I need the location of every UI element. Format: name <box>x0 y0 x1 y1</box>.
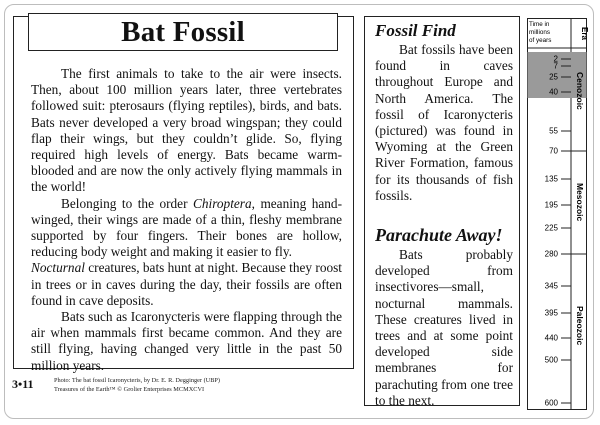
credit-line-2: Treasures of the Earth™ © Grolier Enterprises MCMXCVI <box>54 385 205 393</box>
timeline-tick-label: 600 <box>544 398 558 408</box>
timeline-tick-label: 195 <box>544 200 558 210</box>
card-number: 3•11 <box>12 377 34 391</box>
timeline-tick-label: 280 <box>544 249 558 259</box>
timeline-tick-label: 40 <box>549 87 558 97</box>
era-label: Mesozoic <box>575 183 585 222</box>
timeline-tick-label: 500 <box>544 355 558 365</box>
credit-line-1: Photo: The bat fossil Icaronycteris, by Dr. E. R. Degginger (UBP) <box>54 377 221 384</box>
timeline-tick-label: 345 <box>544 281 558 291</box>
time-header-line-3: of years <box>529 37 552 44</box>
body-paragraph-1: The first animals to take to the air were insects. Then, about 100 million years later, three vertebrates followed suit: pterosaurs (flying reptiles), birds, and bats. Bats never developed a very broad wingspan; they could flap their wings, but they couldn’t glide. So, flying required high levels of energy. Bats became warm-blooded and are now the only actively flying mammals in the world! <box>31 66 342 195</box>
fossil-find-text: Bat fossils have been found in caves throughout Europe and North America. The fossil of Icaronycteris (pictured) was found in Wyoming at the Green River Formation, famous for its thousands of fish fossils. <box>375 42 513 203</box>
title-banner <box>28 13 338 51</box>
body-paragraph-2: Belonging to the order Chiroptera, meaning hand-winged, their wings are made of a thin, fleshy membrane supported by four fingers. Their bones are hollow, reducing body weight and making it easier to fly. <box>31 195 342 260</box>
geologic-timeline <box>527 18 587 410</box>
photo-credit <box>54 377 220 394</box>
time-header-line-1: Time in <box>529 21 550 28</box>
timeline-tick-label: 7 <box>553 61 558 71</box>
era-header: Era <box>580 27 589 40</box>
timeline-tick-label: 440 <box>544 333 558 343</box>
card-title: Bat Fossil <box>121 15 245 48</box>
timeline-tick-label: 25 <box>549 72 558 82</box>
timeline-tick-label: 70 <box>549 146 558 156</box>
era-label: Paleozoic <box>575 306 585 346</box>
parachute-heading: Parachute Away! <box>375 225 503 245</box>
parachute-text: Bats probably developed from insectivores—small, nocturnal mammals. These creatures lived in trees and at some point developed side membranes for parachuting from one tree to the next. <box>375 247 513 408</box>
fossil-find-heading: Fossil Find <box>375 21 456 40</box>
timeline-tick-label: 395 <box>544 308 558 318</box>
timeline-tick-label: 135 <box>544 174 558 184</box>
body-paragraph-4: Bats such as Icaronycteris were flapping through the air when mammals first became common. And they are still flying, having changed very little in the past 50 million years. <box>31 309 342 373</box>
timeline-tick-label: 55 <box>549 126 558 136</box>
time-header-line-2: millions <box>529 29 550 36</box>
timeline-tick-label: 225 <box>544 223 558 233</box>
body-paragraph-3: Nocturnal creatures, bats hunt at night. Because they roost in trees or in caves during the day, their fossils are often found in cave deposits. <box>31 260 342 308</box>
era-label: Cenozoic <box>575 72 585 110</box>
timeline-tick-label: 2 <box>553 54 558 64</box>
main-article <box>31 66 342 374</box>
